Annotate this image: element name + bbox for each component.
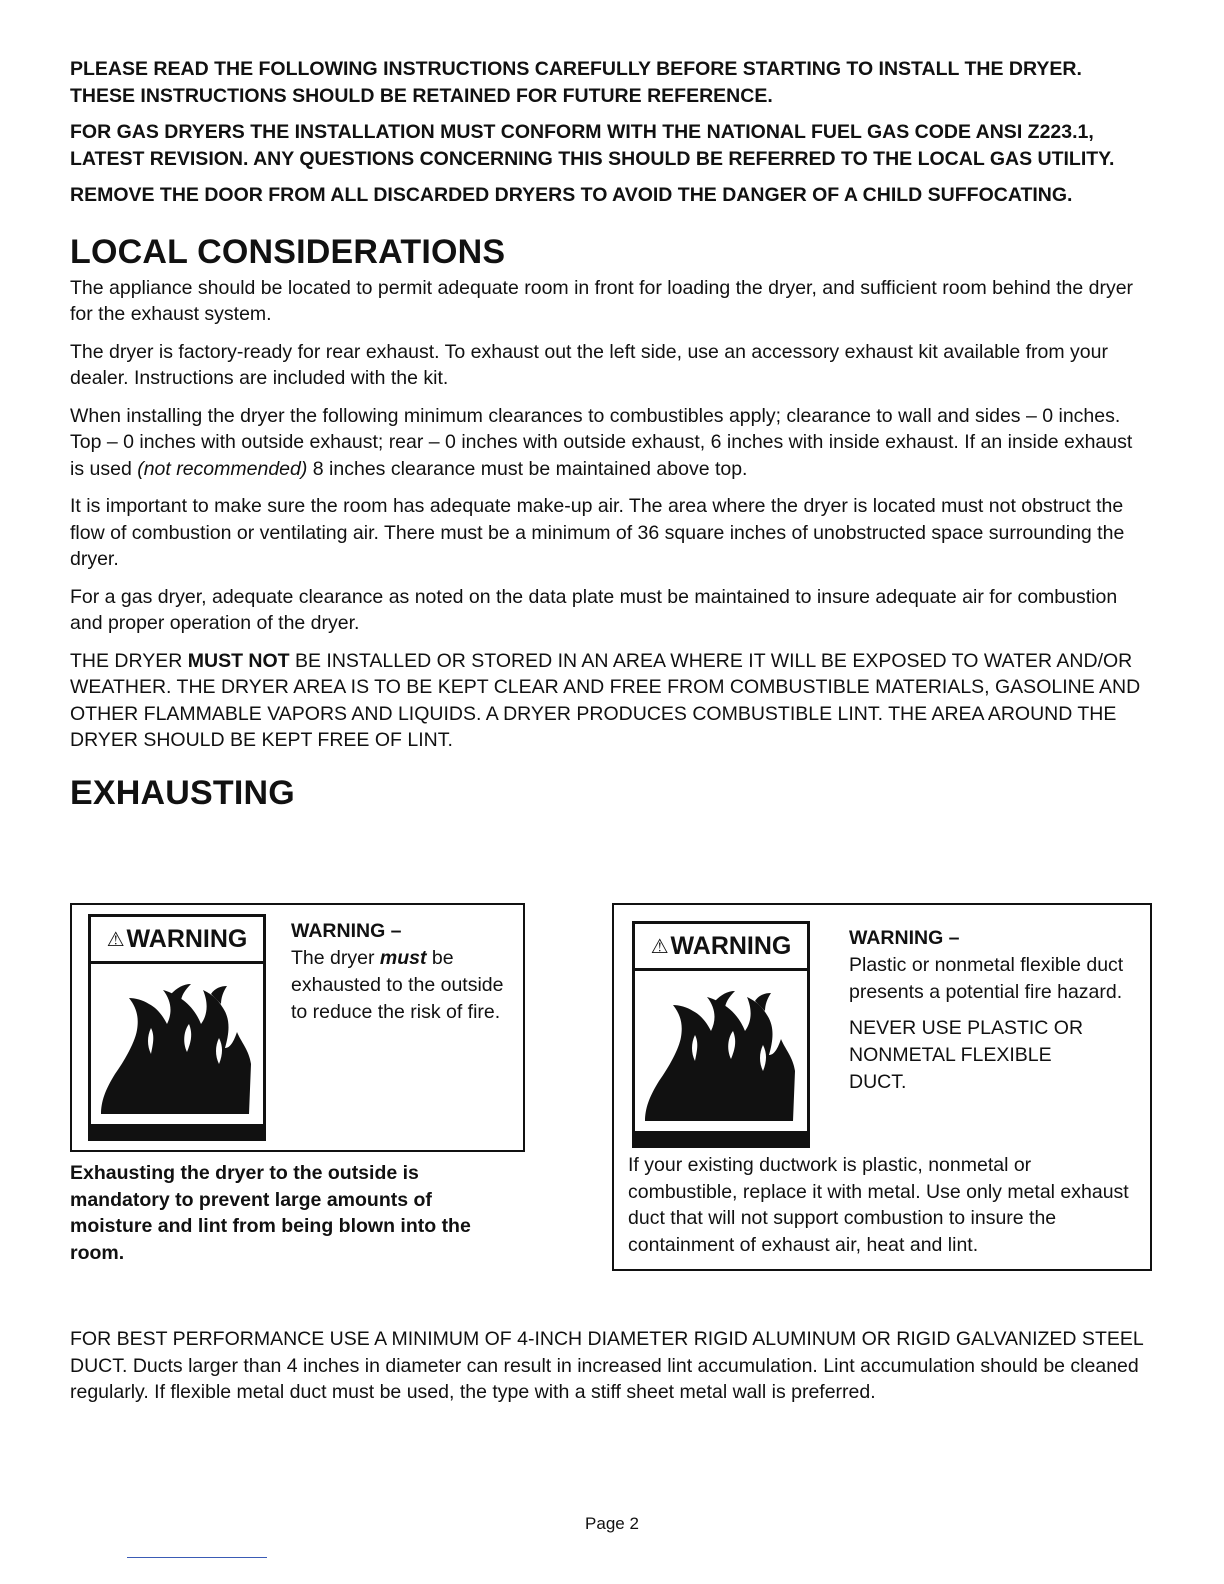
local-para-gas-clearance: For a gas dryer, adequate clearance as noted on the data plate must be maintained to insure adequate air for combustion and proper operation of the dryer. [70,585,1118,634]
best-performance-para: FOR BEST PERFORMANCE USE A MINIMUM OF 4-INCH DIAMETER RIGID ALUMINUM OR RIGID GALVANIZED STEEL DUCT. Ducts larger than 4 inches in diameter can result in increased lint accumulation. Lint accumulation should be cleaned regularly. If flexible metal duct must be used, the type with a stiff sheet metal wall is preferred. [70,1328,1143,1403]
label-bottom-bar [635,1131,807,1145]
local-para-must-not [70,648,1145,754]
page-content [70,56,1145,816]
warning-never-use: NEVER USE PLASTIC OR NONMETAL FLEXIBLE DUCT. [849,1017,1084,1093]
warning-label-right [632,921,810,1148]
warning-label-text: WARNING [126,924,248,953]
warning-text-left [291,918,516,1026]
warning-title-left: WARNING – [291,920,402,942]
footer-rule [127,1557,267,1558]
fire-icon [91,964,263,1124]
clearances-text-a: When installing the dryer the following minimum clearances to combustibles apply; clearance to wall and sides – 0 inches. Top – 0 inches with outside exhaust; rear – 0 inches with outside exhaust, 6 inches with inside exhaust. If an inside exhaust is used [70,404,1133,480]
warning-label-head [635,924,807,971]
local-para-makeup-air: It is important to make sure the room has adequate make-up air. The area where the dryer is located must not obstruct the flow of combustion or ventilating air. There must be a minimum of 36 square inches of unobstructed space surrounding the dryer. [70,495,1125,570]
warning-title-right: WARNING – [849,927,960,949]
heading-local-considerations: LOCAL CONSIDERATIONS [70,232,506,271]
replace-ductwork-note: If your existing ductwork is plastic, nonmetal or combustible, replace it with metal. Use only metal exhaust duct that will not support combustion to insure the containment of exhaust air, heat and lint. [628,1154,1129,1256]
heading-exhausting: EXHAUSTING [70,773,295,812]
page-number: Page 2 [585,1514,639,1533]
intro-remove-door: REMOVE THE DOOR FROM ALL DISCARDED DRYERS TO AVOID THE DANGER OF A CHILD SUFFOCATING. [70,184,1073,206]
label-bottom-bar [91,1124,263,1138]
fire-icon [635,971,807,1131]
local-para-rear-exhaust: The dryer is factory-ready for rear exhaust. To exhaust out the left side, use an accessory exhaust kit available from your dealer. Instructions are included with the kit. [70,340,1108,389]
local-para-location: The appliance should be located to permit adequate room in front for loading the dryer, and sufficient room behind the dryer for the exhaust system. [70,276,1134,325]
warning-must: must [379,947,427,969]
clearances-text-b: 8 inches clearance must be maintained above top. [307,457,748,480]
warning-label-head [91,917,263,964]
warning-label-left [88,914,266,1141]
warning-body-left-a: The dryer [291,947,380,969]
local-para-clearances [70,403,1145,483]
intro-gas-code: FOR GAS DRYERS THE INSTALLATION MUST CONFORM WITH THE NATIONAL FUEL GAS CODE ANSI Z223.1, LATEST REVISION. ANY QUESTIONS CONCERNING THIS SHOULD BE REFERRED TO THE LOCAL GAS UTILITY. [70,121,1115,170]
warning-body-right: Plastic or nonmetal flexible duct presents a potential fire hazard. [849,954,1124,1003]
must-not-text-b: BE INSTALLED OR STORED IN AN AREA WHERE IT WILL BE EXPOSED TO WATER AND/OR WEATHER. THE DRYER AREA IS TO BE KEPT CLEAR AND FREE FROM COMBUSTIBLE MATERIALS, GASOLINE AND OTHER FLAMMABLE VAPORS AND LIQUIDS. A DRYER PRODUCES COMBUSTIBLE LINT. THE AREA AROUND THE DRYER SHOULD BE KEPT FREE OF LINT. [70,649,1141,751]
intro-read-instructions: PLEASE READ THE FOLLOWING INSTRUCTIONS CAREFULLY BEFORE STARTING TO INSTALL THE DRYER. THESE INSTRUCTIONS SHOULD BE RETAINED FOR FUTURE REFERENCE. [70,58,1082,107]
must-not-emphasis: MUST NOT [187,649,290,672]
warning-triangle-icon: ⚠ [106,928,125,951]
warning-triangle-icon: ⚠ [650,935,669,958]
exhaust-mandatory-note: Exhausting the dryer to the outside is mandatory to prevent large amounts of moisture and lint from being blown into the room. [70,1162,471,1264]
warning-label-text: WARNING [670,931,792,960]
must-not-text-a: THE DRYER [70,649,188,672]
clearances-not-recommended: (not recommended) [137,457,308,480]
warning-text-right [849,925,1134,1096]
warning-body-left [291,945,516,1026]
warning-body-left-b: be exhausted to the outside to reduce the risk of fire. [291,947,504,1023]
